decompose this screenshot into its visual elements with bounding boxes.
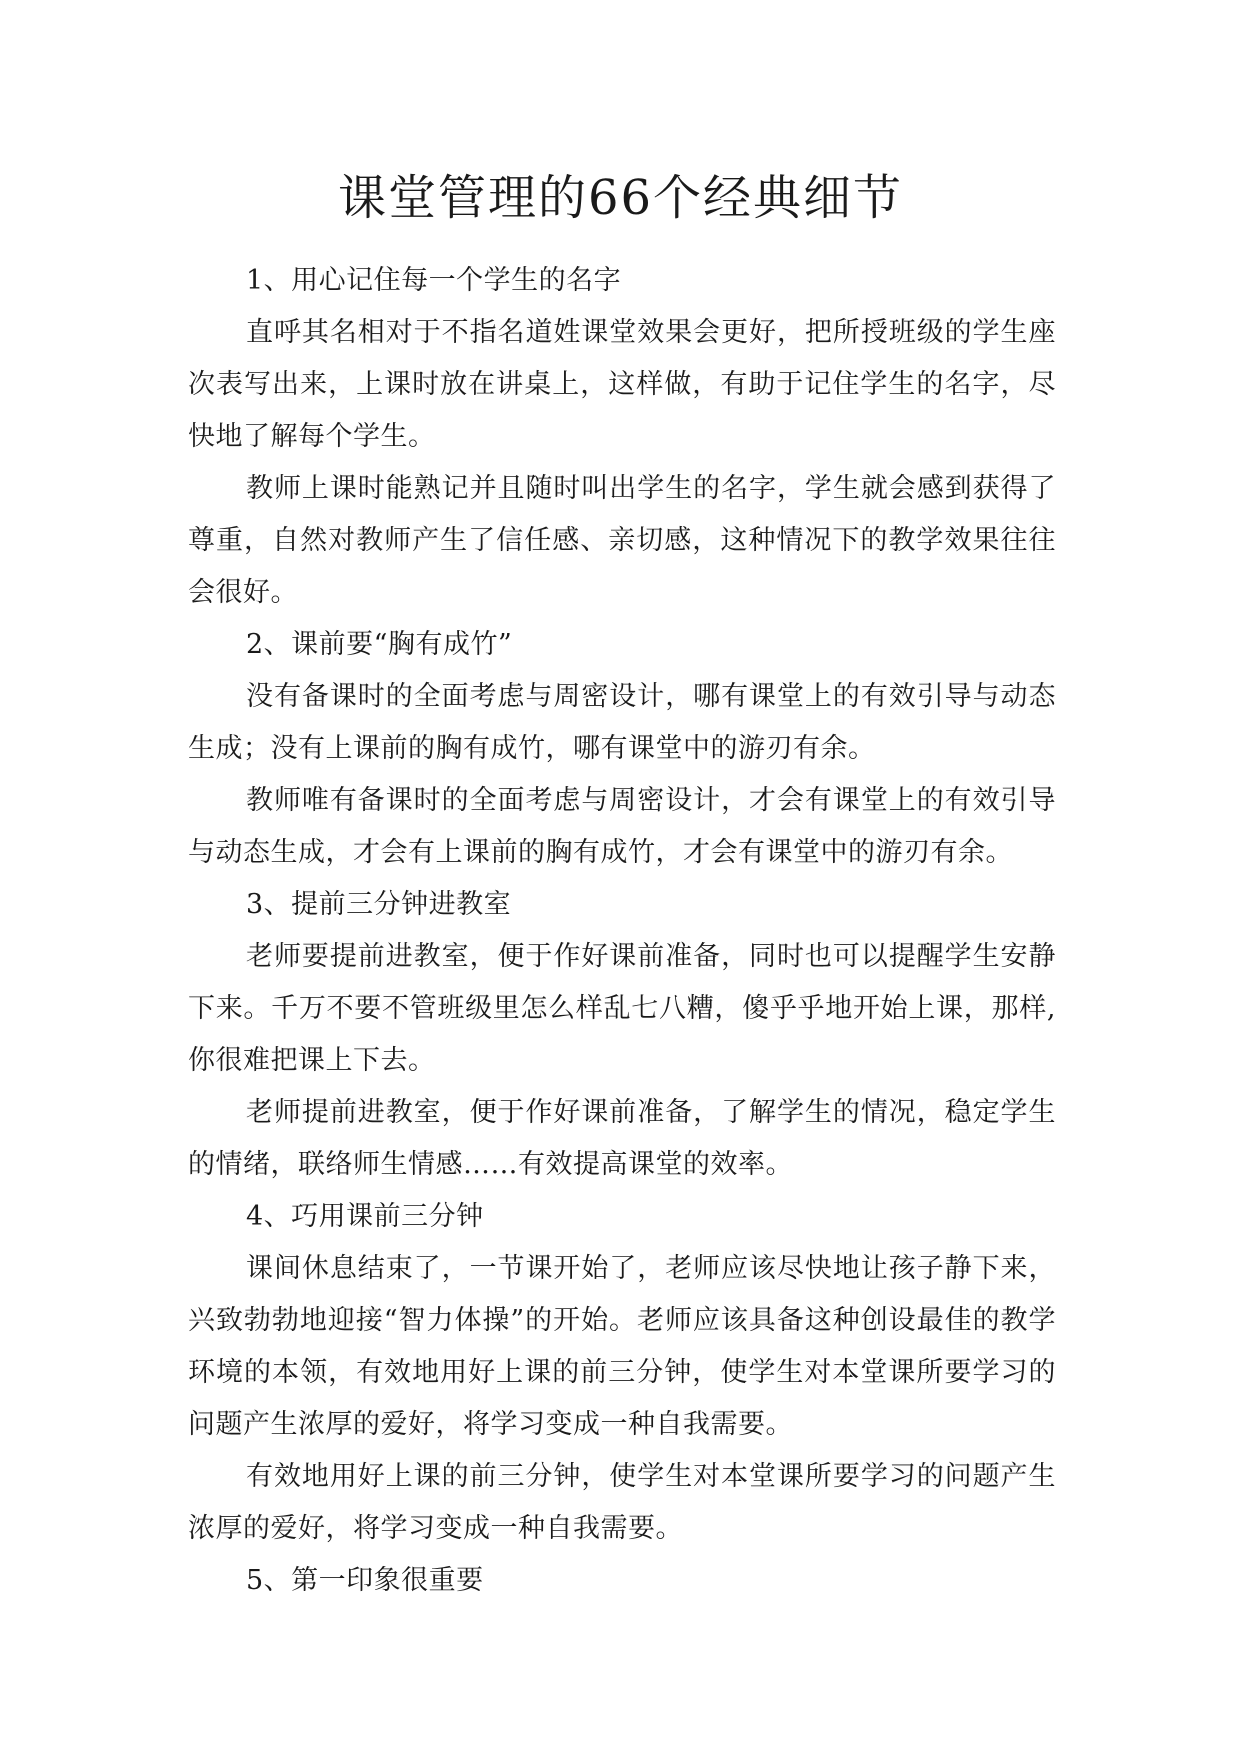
paragraph: 没有备课时的全面考虑与周密设计，哪有课堂上的有效引导与动态生成；没有上课前的胸有成竹，哪有课堂中的游刃有余。: [188, 681, 1056, 764]
document-body: [188, 255, 1056, 1607]
paragraph: 教师唯有备课时的全面考虑与周密设计，才会有课堂上的有效引导与动态生成，才会有上课前的胸有成竹，才会有课堂中的游刃有余。: [188, 785, 1056, 868]
document-title: 课堂管理的66个经典细节: [337, 170, 904, 226]
section-heading: 2、课前要“胸有成竹”: [246, 629, 513, 660]
section-heading: 3、提前三分钟进教室: [246, 889, 512, 920]
paragraph: 老师提前进教室，便于作好课前准备，了解学生的情况，稳定学生的情绪，联络师生情感……有效提高课堂的效率。: [188, 1097, 1056, 1180]
paragraph: 老师要提前进教室，便于作好课前准备，同时也可以提醒学生安静下来。千万不要不管班级里怎么样乱七八糟，傻乎乎地开始上课，那样,你很难把课上下去。: [188, 941, 1056, 1076]
paragraph: 课间休息结束了，一节课开始了，老师应该尽快地让孩子静下来，兴致勃勃地迎接“智力体操”的开始。老师应该具备这种创设最佳的教学环境的本领，有效地用好上课的前三分钟，使学生对本堂课所要学习的问题产生浓厚的爱好，将学习变成一种自我需要。: [188, 1253, 1056, 1440]
section-heading: 5、第一印象很重要: [246, 1565, 484, 1596]
paragraph: 教师上课时能熟记并且随时叫出学生的名字，学生就会感到获得了尊重，自然对教师产生了信任感、亲切感，这种情况下的教学效果往往会很好。: [188, 473, 1056, 608]
paragraph: 直呼其名相对于不指名道姓课堂效果会更好，把所授班级的学生座次表写出来，上课时放在讲桌上，这样做，有助于记住学生的名字，尽快地了解每个学生。: [188, 317, 1056, 452]
paragraph: 有效地用好上课的前三分钟，使学生对本堂课所要学习的问题产生浓厚的爱好，将学习变成一种自我需要。: [188, 1461, 1056, 1544]
section-heading: 1、用心记住每一个学生的名字: [246, 265, 622, 296]
section-heading: 4、巧用课前三分钟: [246, 1201, 484, 1232]
